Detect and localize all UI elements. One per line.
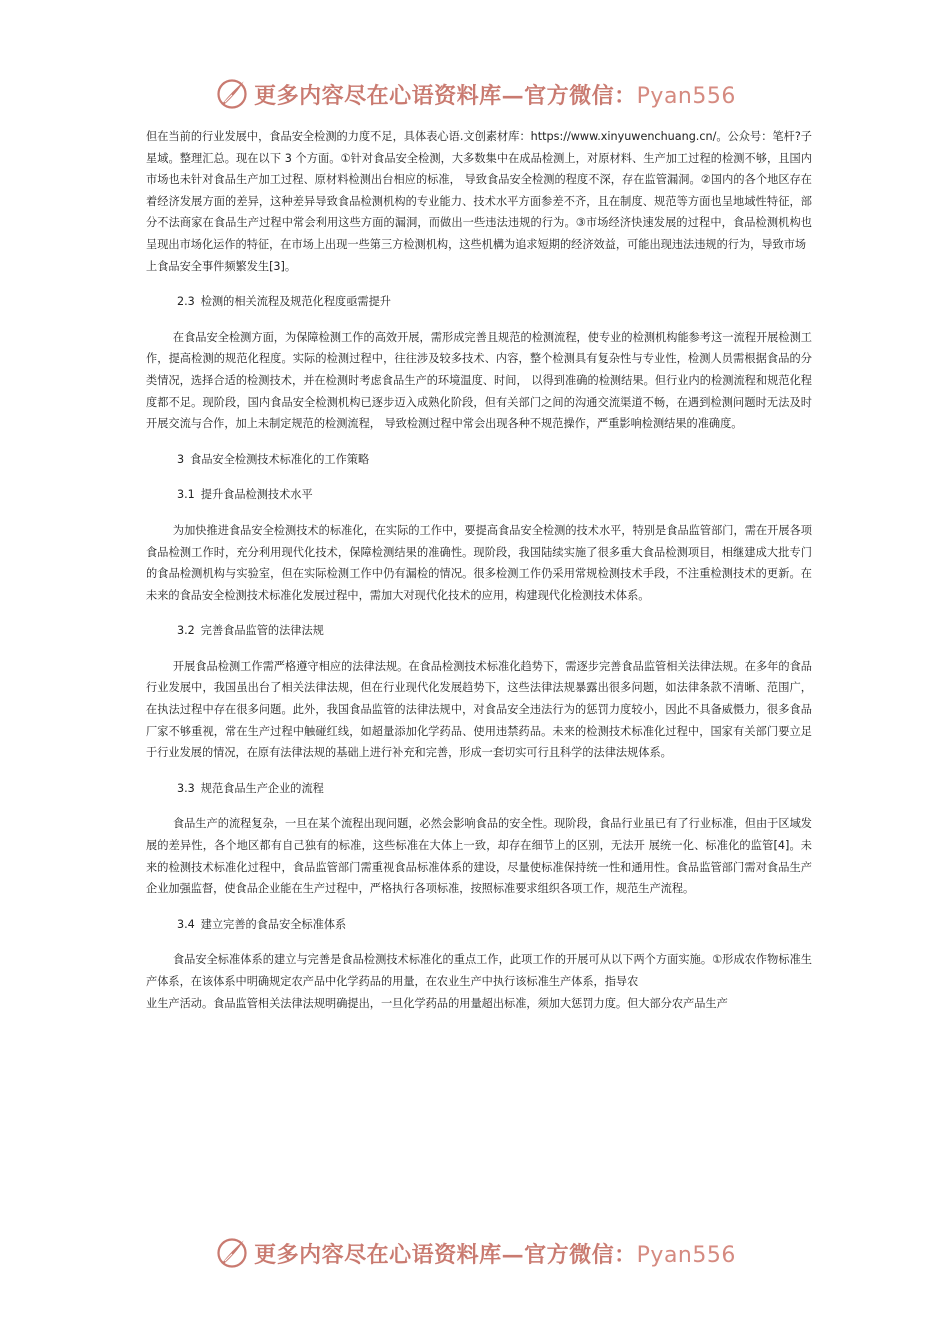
heading-text: 食品安全检测技术标准化的工作策略	[190, 452, 370, 466]
document-body	[146, 126, 812, 1028]
paragraph-intro-text: 但在当前的行业发展中，食品安全检测的力度不足，具体表心语.文创素材库：https://www.xinyuwenchuang.cn/。公众号：笔杆?子星域。整理汇总。现在以下 3 个方面。①针对食品安全检测，大多数集中在成品检测上，对原材料、生产加工过程的检测不够，且国内市场也未针对食品生产加工过程、原材料检测出台相应的标准， 导致食品安全检测的程度不深，存在监管漏洞。②国内的各个地区存在着经济发展方面的差异，这种差异导致食品检测机构的专业能力、技术水平方面参差不齐，且在制度、规范等方面也呈地域性特征，部分不法商家在食品生产过程中常会利用这些方面的漏洞，而做出一些违法违规的行为。③市场经济快速发展的过程中，食品检测机构也呈现出市场化运作的特征，在市场上出现一些第三方检测机构，这些机構为追求短期的经济效益，可能出现违法违规的行为，导致市场	[146, 130, 812, 251]
paragraph-3-2: 开展食品检测工作需严格遵守相应的法律法规。在食品检测技术标准化趋势下，需逐步完善食品监管相关法律法规。在多年的食品行业发展中，我国虽出台了相关法律法规，但在行业现代化发展趋势下，这些法律法规暴露出很多问题，如法律条款不清晰、范围广，在执法过程中存在很多问题。此外，我国食品监管的法律法规中，对食品安全违法行为的惩罚力度较小，因此不具备威慑力，很多食品厂家不够重视，常在生产过程中触碰红线，如超量添加化学药品、使用违禁药品。未来的检测技术标准化过程中，国家有关部门要立足于行业发展的情况，在原有法律法规的基础上进行补充和完善，形成一套切实可行且科学的法律法规体系。	[146, 659, 812, 760]
paragraph-intro	[146, 126, 812, 277]
paragraph-3-4-text: 食品安全标准体系的建立与完善是食品检测技术标准化的重点工作，此项工作的开展可从以下两个方面实施。①形成农作物标准生产体系，在该体系中明确规定农产品中化学药品的用量，在农业生产中执行该标准生产体系，指导农	[146, 953, 812, 988]
paragraph-2-3: 在食品安全检测方面，为保障检测工作的高效开展，需形成完善且规范的检测流程，使专业的检测机构能参考这一流程开展检测工作，提高检测的规范化程度。实际的检测过程中，往往涉及较多技术、内容，整个检测具有复杂性与专业性，检测人员需根据食品的分类情况，选择合适的检测技术，并在检测时考虑食品生产的环境温度、时间， 以得到准确的检测结果。但行业内的检测流程和规范化程度都不足。现阶段，国内食品安全检测机构已逐步迈入成熟化阶段，但有关部门之间的沟通交流渠道不畅，在遇到检测问题时无法及时开展交流与合作，加上未制定规范的检测流程， 导致检测过程中常会出现各种不规范操作，严重影响检测结果的准确度。	[146, 330, 812, 431]
heading-number: 3	[177, 452, 185, 466]
paragraph-3-4	[146, 949, 812, 1014]
banner-wechat-id: Pyan556	[636, 83, 736, 109]
heading-3-4	[146, 914, 812, 936]
heading-number: 3.3	[177, 781, 195, 795]
heading-number: 2.3	[177, 295, 195, 309]
heading-text: 规范食品生产企业的流程	[200, 781, 324, 795]
heading-text: 建立完善的食品安全标准体系	[200, 917, 347, 931]
heading-text: 提升食品检测技术水平	[200, 488, 313, 502]
heading-3-2	[146, 620, 812, 642]
heading-number: 3.1	[177, 488, 195, 502]
paragraph-3-1: 为加快推进食品安全检测技术的标准化，在实际的工作中，要提高食品安全检测的技术水平，特别是食品监管部门，需在开展各项食品检测工作时，充分利用现代化技术，保障检测结果的准确性。现阶段，我国陆续实施了很多重大食品检测项目，相继建成大批专门的食品检测机构与实验室，但在实际检测工作中仍有漏检的情况。很多检测工作仍采用常规检测技术手段，不注重检测技术的更新。在未来的食品安全检测技术标准化发展过程中，需加大对现代化技术的应用，构建现代化检测技术体系。	[146, 523, 812, 602]
banner-text	[254, 1238, 736, 1269]
heading-number: 3.2	[177, 624, 195, 638]
banner-wechat-id: Pyan556	[636, 1242, 736, 1268]
top-watermark-banner	[0, 74, 950, 114]
heading-number: 3.4	[177, 917, 195, 931]
quill-logo-icon	[214, 1235, 250, 1271]
paragraph-3-3: 食品生产的流程复杂，一旦在某个流程出现问题，必然会影响食品的安全性。现阶段，食品行业虽已有了行业标准，但由于区域发展的差异性，各个地区都有自己独有的标准，这些标准在大体上一致，却存在细节上的区别，无法开 展统一化、标准化的监管[4]。未来的检测技术标准化过程中，食品监管部门需重视食品标准体系的建设，尽量使标准保持统一性和通用性。食品监管部门需对食品生产企业加强监督，使食品企业能在生产过程中，严格执行各项标准，按照标准要求组织各项工作，规范生产流程。	[146, 817, 812, 896]
banner-zh-text: 更多内容尽在心语资料库—官方微信：	[254, 1241, 637, 1268]
paragraph-3-4-tail: 业生产活动。食品监管相关法律法规明确提出，一旦化学药品的用量超出标准，须加大惩罚力度。但大部分农产品生产	[146, 996, 728, 1010]
quill-logo-icon	[214, 76, 250, 112]
heading-text: 完善食品监管的法律法规	[200, 624, 324, 638]
bottom-watermark-banner	[0, 1233, 950, 1273]
heading-3-3	[146, 778, 812, 800]
heading-2-3	[146, 291, 812, 313]
paragraph-intro-tail: 上食品安全事件频繁发生[3]。	[146, 259, 297, 273]
banner-text	[254, 79, 736, 110]
heading-3	[146, 449, 812, 471]
heading-text: 检测的相关流程及规范化程度亟需提升	[200, 295, 391, 309]
banner-zh-text: 更多内容尽在心语资料库—官方微信：	[254, 82, 637, 109]
heading-3-1	[146, 484, 812, 506]
